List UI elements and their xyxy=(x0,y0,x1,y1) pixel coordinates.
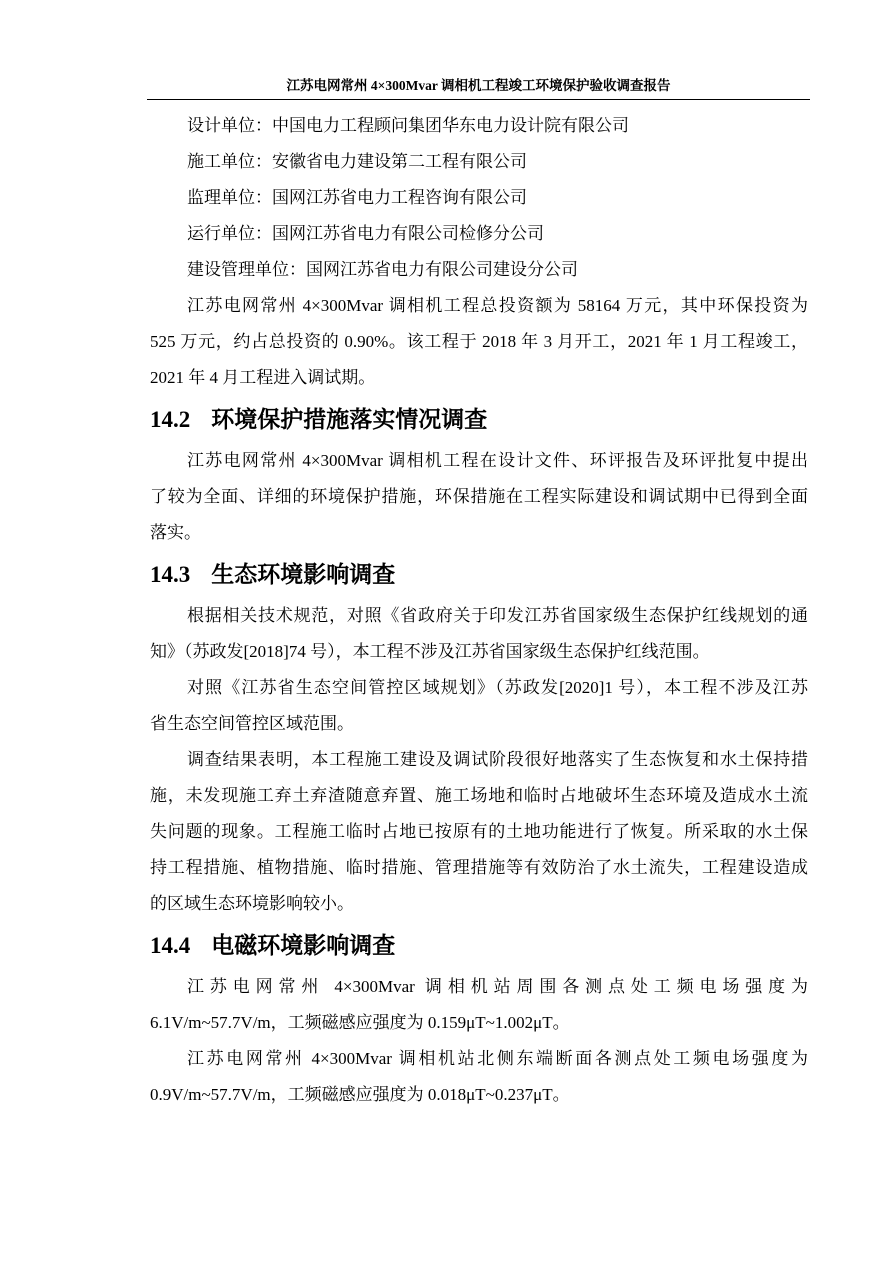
unit-operation xyxy=(150,216,808,252)
paragraph-line: 了较为全面、详细的环境保护措施，环保措施在工程实际建设和调试期中已得到全面 xyxy=(150,487,808,506)
unit-supervision xyxy=(150,180,808,216)
paragraph-line: 0.9V/m~57.7V/m，工频磁感应强度为 0.018μT~0.237μT。 xyxy=(150,1085,570,1104)
section-14-3 xyxy=(150,551,808,922)
unit-construction xyxy=(150,144,808,180)
section-14-2 xyxy=(150,396,808,551)
unit-value: 国网江苏省电力工程咨询有限公司 xyxy=(272,188,527,207)
paragraph-line: 省生态空间管控区域范围。 xyxy=(150,714,354,733)
paragraph-line: 江苏电网常州 4×300Mvar 调相机工程总投资额为 58164 万元，其中环保投资为 xyxy=(187,296,808,315)
unit-label: 施工单位： xyxy=(187,152,272,171)
paragraph-line: 施，未发现施工弃土弃渣随意弃置、施工场地和临时占地破坏生态环境及造成水土流 xyxy=(150,786,808,805)
running-header xyxy=(147,76,810,100)
page-body xyxy=(150,108,808,1113)
unit-label: 建设管理单位： xyxy=(187,260,306,279)
unit-label: 运行单位： xyxy=(187,224,272,243)
paragraph-line: 落实。 xyxy=(150,523,201,542)
project-units xyxy=(150,108,808,288)
paragraph-line: 的区域生态环境影响较小。 xyxy=(150,894,354,913)
section-heading xyxy=(150,396,808,443)
paragraph-line: 失问题的现象。工程施工临时占地已按原有的土地功能进行了恢复。所采取的水土保 xyxy=(150,822,808,841)
paragraph-line: 调查结果表明，本工程施工建设及调试阶段很好地落实了生态恢复和水土保持措 xyxy=(187,750,808,769)
section-number: 14.2 xyxy=(150,407,191,432)
paragraph-line: 6.1V/m~57.7V/m，工频磁感应强度为 0.159μT~1.002μT。 xyxy=(150,1013,570,1032)
unit-management xyxy=(150,252,808,288)
paragraph xyxy=(150,969,808,1041)
paragraph xyxy=(150,1041,808,1113)
section-number: 14.3 xyxy=(150,562,191,587)
unit-value: 国网江苏省电力有限公司建设分公司 xyxy=(306,260,578,279)
paragraph-line: 持工程措施、植物措施、临时措施、管理措施等有效防治了水土流失，工程建设造成 xyxy=(150,858,808,877)
paragraph-line: 江苏电网常州 4×300Mvar 调相机站周围各测点处工频电场强度为 xyxy=(187,977,808,996)
unit-design xyxy=(150,108,808,144)
unit-label: 设计单位： xyxy=(187,116,272,135)
paragraph xyxy=(150,598,808,670)
paragraph xyxy=(150,742,808,922)
section-heading xyxy=(150,551,808,598)
paragraph-line: 根据相关技术规范，对照《省政府关于印发江苏省国家级生态保护红线规划的通 xyxy=(187,606,808,625)
paragraph-line: 知》（苏政发[2018]74 号），本工程不涉及江苏省国家级生态保护红线范围。 xyxy=(150,642,710,661)
section-14-4 xyxy=(150,922,808,1113)
unit-value: 中国电力工程顾问集团华东电力设计院有限公司 xyxy=(272,116,629,135)
paragraph-line: 江苏电网常州 4×300Mvar 调相机工程在设计文件、环评报告及环评批复中提出 xyxy=(187,451,808,470)
report-title: 江苏电网常州 4×300Mvar 调相机工程竣工环境保护验收调查报告 xyxy=(286,78,671,93)
unit-value: 安徽省电力建设第二工程有限公司 xyxy=(272,152,527,171)
paragraph-line: 江苏电网常州 4×300Mvar 调相机站北侧东端断面各测点处工频电场强度为 xyxy=(187,1049,808,1068)
section-number: 14.4 xyxy=(150,933,191,958)
section-title: 电磁环境影响调查 xyxy=(211,932,396,958)
paragraph-line: 对照《江苏省生态空间管控区域规划》（苏政发[2020]1 号），本工程不涉及江苏 xyxy=(187,678,808,697)
paragraph-line: 2021 年 4 月工程进入调试期。 xyxy=(150,368,376,387)
section-title: 环境保护措施落实情况调查 xyxy=(211,406,488,432)
paragraph xyxy=(150,670,808,742)
unit-label: 监理单位： xyxy=(187,188,272,207)
section-title: 生态环境影响调查 xyxy=(211,561,396,587)
paragraph-line: 525 万元，约占总投资的 0.90%。该工程于 2018 年 3 月开工，2021 年 1 月工程竣工， xyxy=(150,332,808,351)
section-heading xyxy=(150,922,808,969)
paragraph xyxy=(150,443,808,551)
investment-paragraph xyxy=(150,288,808,396)
unit-value: 国网江苏省电力有限公司检修分公司 xyxy=(272,224,544,243)
